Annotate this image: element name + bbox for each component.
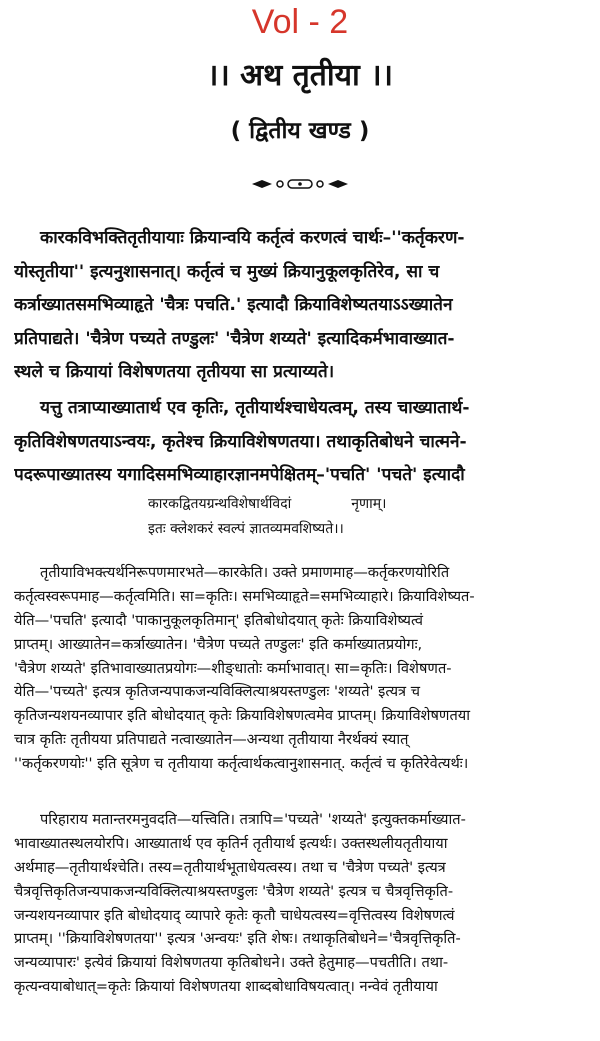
commentary-line: कर्तृत्वस्वरूपमाह—कर्तृत्वमिति। सा=कृतिः। समभिव्याहृते=समभिव्याहारे। क्रियाविशेष्यत- xyxy=(14,587,475,605)
verse-block xyxy=(0,492,600,542)
verse-line-2: इतः क्लेशकरं स्वल्पं ज्ञातव्यमवशिष्यते।। xyxy=(148,521,344,537)
text-line: यत्तु तत्राप्याख्यातार्थ एव कृतिः, तृतीयार्थश्चाधेयत्वम्, तस्य चाख्यातार्थ- xyxy=(40,398,470,418)
commentary-line: प्राप्तम्। आख्यातेन=कर्त्राख्यातेन। 'चैत्रेण पच्यते तण्डुलः' इति कर्माख्यातप्रयोगः, xyxy=(14,635,423,653)
commentary-line: कृत्यन्वयाबोधात्=कृतेः क्रियायां विशेषणतया शाब्दबोधाविषयत्वात्। नन्वेवं तृतीयाया xyxy=(14,978,438,996)
commentary-line: येति—'पचति' इत्यादौ 'पाकानुकूलकृतिमान्' इतिबोधोदयात् कृतेः क्रियाविशेष्यत्वं xyxy=(14,611,423,629)
commentary-line: परिहाराय मतान्तरमनुवदति—यत्त्विति। तत्रापि='पच्यते' 'शय्यते' इत्युक्तकर्माख्यात- xyxy=(40,811,466,828)
commentary-line: अर्थमाह—तृतीयार्थश्चेति। तस्य=तृतीयार्थभूताधेयत्वस्य। तथा च 'चैत्रेण पच्यते' इत्यत्र xyxy=(14,858,446,876)
commentary-line: भावाख्यातस्थलयोरपि। आख्यातार्थ एव कृतिर्न तृतीयार्थ इत्यर्थः। उक्तस्थलीयतृतीयाया xyxy=(14,834,448,852)
commentary-paragraph-1 xyxy=(14,561,596,776)
main-text-paragraph-2 xyxy=(14,392,594,493)
commentary-line: जन्यशयनव्यापार इति बोधोदयाद् व्यापारे कृतेः कृतौ चाधेयत्वस्य=वृत्तित्वस्य विशेषणत्वं xyxy=(14,906,455,924)
text-line: योस्तृतीया'' इत्यनुशासनात्। कर्तृत्वं च मुख्यं क्रियानुकूलकृतिरेव, सा च xyxy=(14,261,440,282)
commentary-line: येति—'पच्यते' इत्यत्र कृतिजन्यपाकजन्यविक्लित्याश्रयस्तण्डुलः 'शय्यते' इत्यत्र च xyxy=(14,683,420,701)
text-line: पदरूपाख्यातस्य यगादिसमभिव्याहारज्ञानमपेक्षितम्–'पचति' 'पचते' इत्यादौ xyxy=(14,465,465,486)
chapter-subtitle: ( द्वितीय खण्ड ) xyxy=(230,118,370,144)
main-text-paragraph-1 xyxy=(14,222,594,390)
commentary-line: चैत्रवृत्तिकृतिजन्यपाकजन्यविक्लित्याश्रयस्तण्डुलः 'चैत्रेण शय्यते' इत्यत्र च चैत्रवृत्तिकृति- xyxy=(14,882,454,900)
verse-line-1 xyxy=(0,492,600,517)
commentary-line: प्राप्तम्। ''क्रियाविशेषणतया'' इत्यत्र 'अन्वयः' इति शेषः। तथाकृतिबोधने='चैत्रवृत्तिकृति- xyxy=(14,930,461,948)
commentary-line: 'चैत्रेण शय्यते' इतिभावाख्यातप्रयोगः—शीङ्धातोः कर्माभावात्। सा=कृतिः। विशेषणत- xyxy=(14,659,452,677)
text-line: कर्त्राख्यातसमभिव्याहृते 'चैत्रः पचति.' इत्यादौ क्रियाविशेष्यतयाऽऽख्यातेन xyxy=(14,295,453,316)
commentary-paragraph-2 xyxy=(14,808,596,999)
chapter-title: ।। अथ तृतीया ।। xyxy=(206,58,394,93)
commentary-line: चात्र कृतिः तृतीयया प्रतिपाद्यते नत्वाख्यातेन—अन्यथा तृतीयाया नैरर्थक्यं स्यात् xyxy=(14,731,409,749)
commentary-line: ''कर्तृकरणयोः'' इति सूत्रेण च तृतीयाया कर्तृत्वार्थकत्वानुशासनात्. कर्तृत्वं च कृतिरेवेत्यर्थः। xyxy=(14,755,469,773)
commentary-line: कृतिजन्यशयनव्यापार इति बोधोदयात् कृतेः क्रियाविशेषणत्वमेव प्राप्तम्। क्रियाविशेषणतया xyxy=(14,707,471,725)
commentary-line: तृतीयाविभक्त्यर्थनिरूपणमारभते—कारकेति। उक्ते प्रमाणमाह—कर्तृकरणयोरिति xyxy=(40,564,450,581)
ornament-divider-icon xyxy=(250,174,350,194)
text-line: स्थले च क्रियायां विशेषणतया तृतीयया सा प्रत्याय्यते। xyxy=(14,362,335,383)
volume-label: Vol - 2 xyxy=(251,3,349,41)
commentary-line: जन्यव्यापारः' इत्येवं क्रियायां विशेषणतया कृतिबोधने। उक्ते हेतुमाह—पचतीति। तथा- xyxy=(14,954,449,972)
text-line: प्रतिपाद्यते। 'चैत्रेण पच्यते तण्डुलः' 'चैत्रेण शय्यते' इत्यादिकर्मभावाख्यात- xyxy=(14,328,455,349)
text-line: कृतिविशेषणतयाऽन्वयः, कृतेश्च क्रियाविशेषणतया। तथाकृतिबोधने चात्मने- xyxy=(14,431,467,452)
verse-line-1-part-b: नृणाम्। xyxy=(351,496,387,512)
text-line: कारकविभक्तितृतीयायाः क्रियान्वयि कर्तृत्वं करणत्वं चार्थः–''कर्तृकरण- xyxy=(40,228,465,248)
verse-line-1-part-a: कारकद्वितयग्रन्थविशेषार्थविदां xyxy=(148,496,292,512)
